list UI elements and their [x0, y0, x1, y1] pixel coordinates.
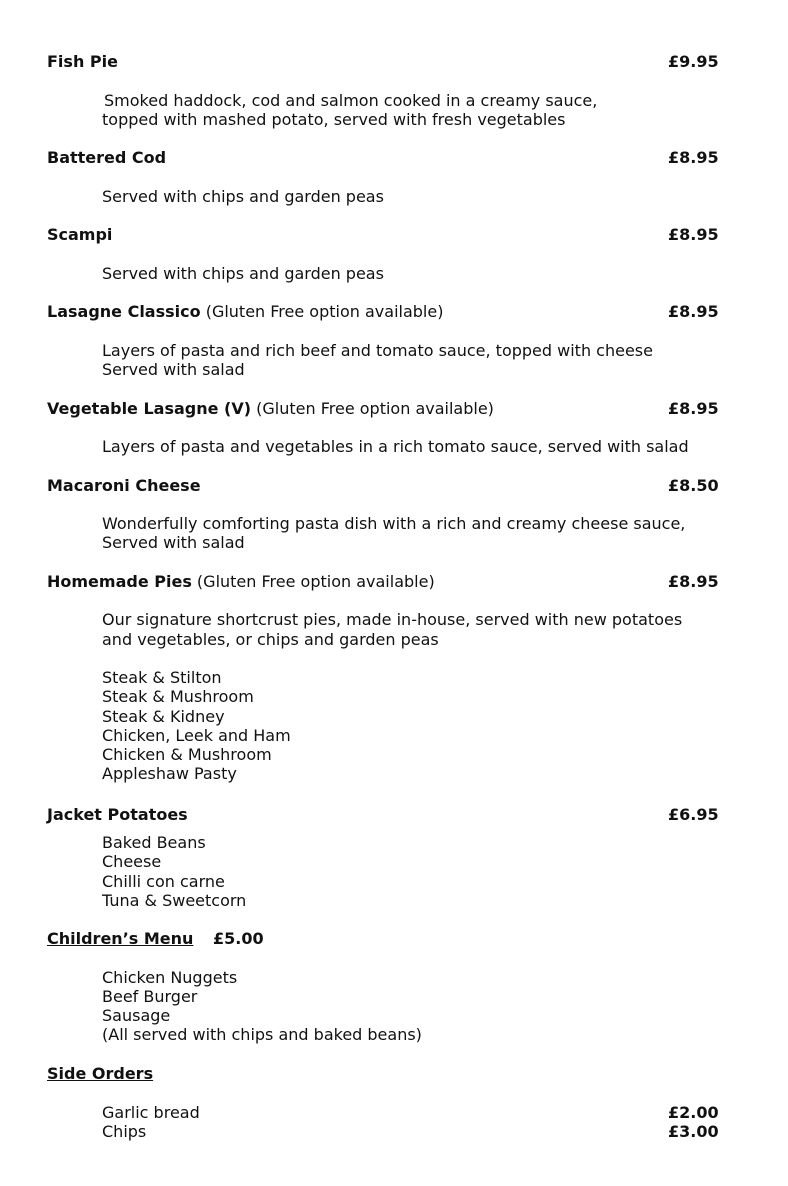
- menu-item-name: Vegetable Lasagne (V): [47, 399, 252, 418]
- menu-item-description: topped with mashed potato, served with fresh vegetables: [102, 110, 566, 129]
- menu-option: Chicken & Mushroom: [102, 745, 272, 764]
- section-title-childrens-menu: Children’s Menu: [47, 929, 194, 948]
- menu-item-description: Served with salad: [102, 533, 245, 552]
- menu-item-name: Scampi: [47, 225, 113, 244]
- section-title-side-orders: Side Orders: [47, 1064, 154, 1083]
- menu-item-description: Served with chips and garden peas: [102, 187, 384, 206]
- menu-item-description: Smoked haddock, cod and salmon cooked in a creamy sauce,: [104, 91, 598, 110]
- menu-item-name: Homemade Pies: [47, 572, 192, 591]
- menu-item-description: Served with chips and garden peas: [102, 264, 384, 283]
- menu-option: Chicken Nuggets: [102, 968, 238, 987]
- menu-item-name: Macaroni Cheese: [47, 476, 201, 495]
- menu-item-description: Wonderfully comforting pasta dish with a rich and creamy cheese sauce,: [102, 514, 686, 533]
- menu-item-price: £8.95: [668, 148, 719, 167]
- menu-item-heading: [47, 302, 443, 321]
- menu-option: Chilli con carne: [102, 872, 225, 891]
- menu-option: Cheese: [102, 852, 162, 871]
- menu-option: Steak & Stilton: [102, 668, 222, 687]
- side-order-price: £3.00: [668, 1122, 719, 1141]
- menu-item-name: Battered Cod: [47, 148, 167, 167]
- menu-option: Chicken, Leek and Ham: [102, 726, 291, 745]
- menu-item-description: Our signature shortcrust pies, made in-house, served with new potatoes: [102, 610, 683, 629]
- menu-item-note: (Gluten Free option available): [191, 572, 435, 591]
- menu-item-description: and vegetables, or chips and garden peas: [102, 630, 439, 649]
- menu-option: Steak & Kidney: [102, 707, 225, 726]
- side-order-name: Garlic bread: [102, 1103, 200, 1122]
- menu-item-price: £8.95: [668, 302, 719, 321]
- menu-option: Tuna & Sweetcorn: [102, 891, 247, 910]
- side-order-name: Chips: [102, 1122, 147, 1141]
- menu-option: Steak & Mushroom: [102, 687, 254, 706]
- menu-item-price: £6.95: [668, 805, 719, 824]
- menu-item-price: £9.95: [668, 52, 719, 71]
- menu-item-note: (Gluten Free option available): [200, 302, 444, 321]
- childrens-menu-price: £5.00: [213, 929, 264, 948]
- menu-item-name: Fish Pie: [47, 52, 118, 71]
- menu-item-description: Layers of pasta and vegetables in a rich tomato sauce, served with salad: [102, 437, 689, 456]
- menu-item-note: (Gluten Free option available): [251, 399, 494, 418]
- menu-item-price: £8.50: [668, 476, 719, 495]
- side-order-price: £2.00: [668, 1103, 719, 1122]
- menu-item-heading: [47, 399, 494, 418]
- menu-option-note: (All served with chips and baked beans): [102, 1025, 422, 1044]
- menu-item-price: £8.95: [668, 399, 719, 418]
- menu-item-price: £8.95: [668, 572, 719, 591]
- menu-option: Sausage: [102, 1006, 171, 1025]
- menu-item-description: Layers of pasta and rich beef and tomato sauce, topped with cheese: [102, 341, 653, 360]
- menu-option: Beef Burger: [102, 987, 198, 1006]
- menu-item-name: Jacket Potatoes: [47, 805, 188, 824]
- menu-option: Appleshaw Pasty: [102, 764, 237, 783]
- menu-item-price: £8.95: [668, 225, 719, 244]
- menu-option: Baked Beans: [102, 833, 206, 852]
- menu-item-heading: [47, 572, 435, 591]
- menu-item-description: Served with salad: [102, 360, 245, 379]
- menu-item-name: Lasagne Classico: [47, 302, 201, 321]
